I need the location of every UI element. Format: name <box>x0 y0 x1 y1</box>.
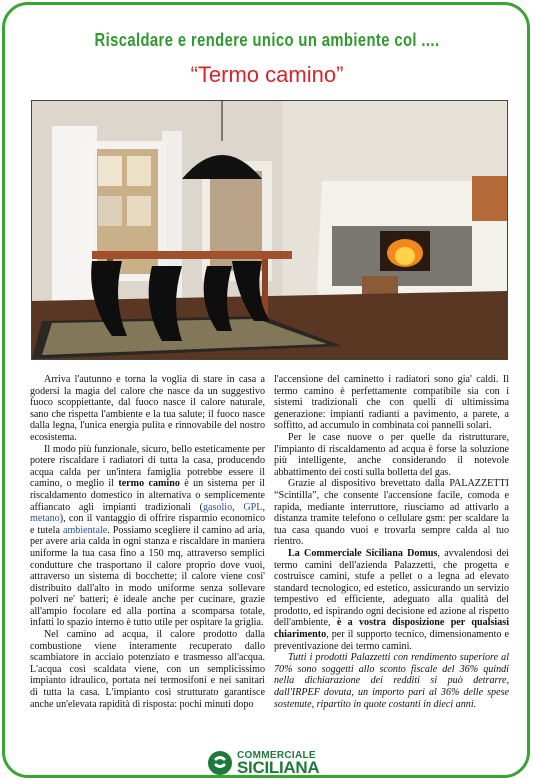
paragraph: Per le case nuove o per quelle da ristrutturare, l'impianto di riscaldamento ad acqua è forse la soluzione più intelligente, anche considerando il notevole abbattimento dei costi sulla bolletta del gas. <box>274 431 509 478</box>
link-gasolio[interactable]: gasolio <box>203 501 233 513</box>
article-column-right <box>274 374 509 710</box>
logo-text-line2: SICILIANA <box>237 758 320 777</box>
link-ambientale[interactable]: ambientale <box>62 524 108 536</box>
fireplace-photo <box>31 100 508 360</box>
paragraph <box>30 444 265 630</box>
text-run: , <box>262 501 265 513</box>
paragraph: Nel camino ad acqua, il calore prodotto dalla combustione viene interamente recuperato dallo scambiatore in acciaio potenziato e trasmesso all'acqua. L'acqua così scaldata viene, con un semplicissimo impianto idraulico, portata nei termosifoni e nei sanitari di tutta la casa. L'impianto così strutturato garantisce anche un'elevata rapidità di risposta: pochi minuti dopo <box>30 629 265 710</box>
text-run: . Possiamo scegliere il camino ad aria, per avere aria calda in ogni stanza e riscaldare in maniera uniforme la tua casa fino a 150 mq, attraverso semplici condutture che trasportano il calore proprio dove vuoi, attraverso un sistema di bocchette; il calore viene cosi' distribuito dall'alto in modo uniforme senza sollevare polveri ne' batteri; è ideale anche per cucinare, grazie all'ampio focolare ed alla portina a scomparsa totale, infatti lo spazio interno è tutto utile per ospitare la griglia. <box>30 524 265 629</box>
logo-text-line1: COMMERCIALE <box>237 750 316 761</box>
text-run: , avvalendosi dei termo camini dell'azienda Palazzetti, che progetta e costruisce camini, stufe a pellet o a legna ad elevato standard tecnologico, ed estetico, assicurando un servizio tempestivo ed efficiente, adeguato alla qualità del prodotto, ed ispirando ogni decisione ed azione al rispetto dell'ambiente, <box>274 547 509 629</box>
paragraph: Grazie al dispositivo brevettato dalla PALAZZETTI “Scintilla”, che consente l'accensione facile, comoda e rapida, mediante interruttore, riusciamo ad attivarlo a distanza tramite telefono o cellulare gsm: per scaldare la tua casa quando vuoi e trovarla sempre calda al tuo rientro. <box>274 478 509 548</box>
text-run-bold: è a vostra disposizione per qualsiasi chiarimento <box>274 617 509 641</box>
paragraph <box>274 548 509 652</box>
page-title: Riscaldare e rendere unico un ambiente col .... <box>94 30 440 50</box>
text-run: , <box>232 501 244 513</box>
text-run: , per il supporto tecnico, dimensionamento e preventivazione dei termo camini. <box>274 629 509 652</box>
company-name: La Commerciale Siciliana Domus <box>288 547 438 559</box>
text-run: ), con il vantaggio di offrire risparmio economico e tutela <box>30 513 265 536</box>
link-gpl[interactable]: GPL <box>243 501 263 513</box>
logo-mark-icon <box>207 750 233 776</box>
text-run: Il modo più funzionale, sicuro, bello esteticamente per potere riscaldare i radiatori di tutta la casa, producendo acqua calda per un'intera famiglia potrebbe essere il camino, o meglio il <box>30 443 265 490</box>
text-run-bold: termo camino <box>118 478 180 490</box>
commerciale-siciliana-logo <box>207 750 327 776</box>
paragraph-note: Tutti i prodotti Palazzetti con rendimento superiore al 70% sono soggetti allo sconto fiscale del 36% quindi nella dichiarazione dei redditi si può detrarre, dall'IRPEF dovuta, un importo pari al 36% delle spese sostenute, ripartito in quote costanti in dieci anni. <box>274 652 509 710</box>
paragraph: Arriva l'autunno e torna la voglia di stare in casa a godersi la magia del calore che nasce da un suggestivo fuoco scoppiettante, dal fuoco nasce il calore naturale, sano che rispetta l'ambiente e la tua salute; il fuoco nasce dalla legna, l'unica energia pulita e rinnovabile del nostro ecosistema. <box>30 374 265 443</box>
paragraph: l'accensione del caminetto i radiatori sono gia' caldi. Il termo camino è perfettamente compatibile sia con i sistemi tradizionali che con quelli di ultimissima generazione: impianti radianti a pavimento, a parete, a soffitto, ad accumulo in combinata coi pannelli solari. <box>274 374 509 432</box>
link-metano[interactable]: metano <box>30 513 60 525</box>
article-column-left <box>30 374 265 710</box>
text-run: è un sistema per il riscaldamento domestico in alternativa o semplicemente affiancato agli impianti tradizionali ( <box>30 478 265 513</box>
page-subtitle: “Termo camino” <box>190 62 344 87</box>
